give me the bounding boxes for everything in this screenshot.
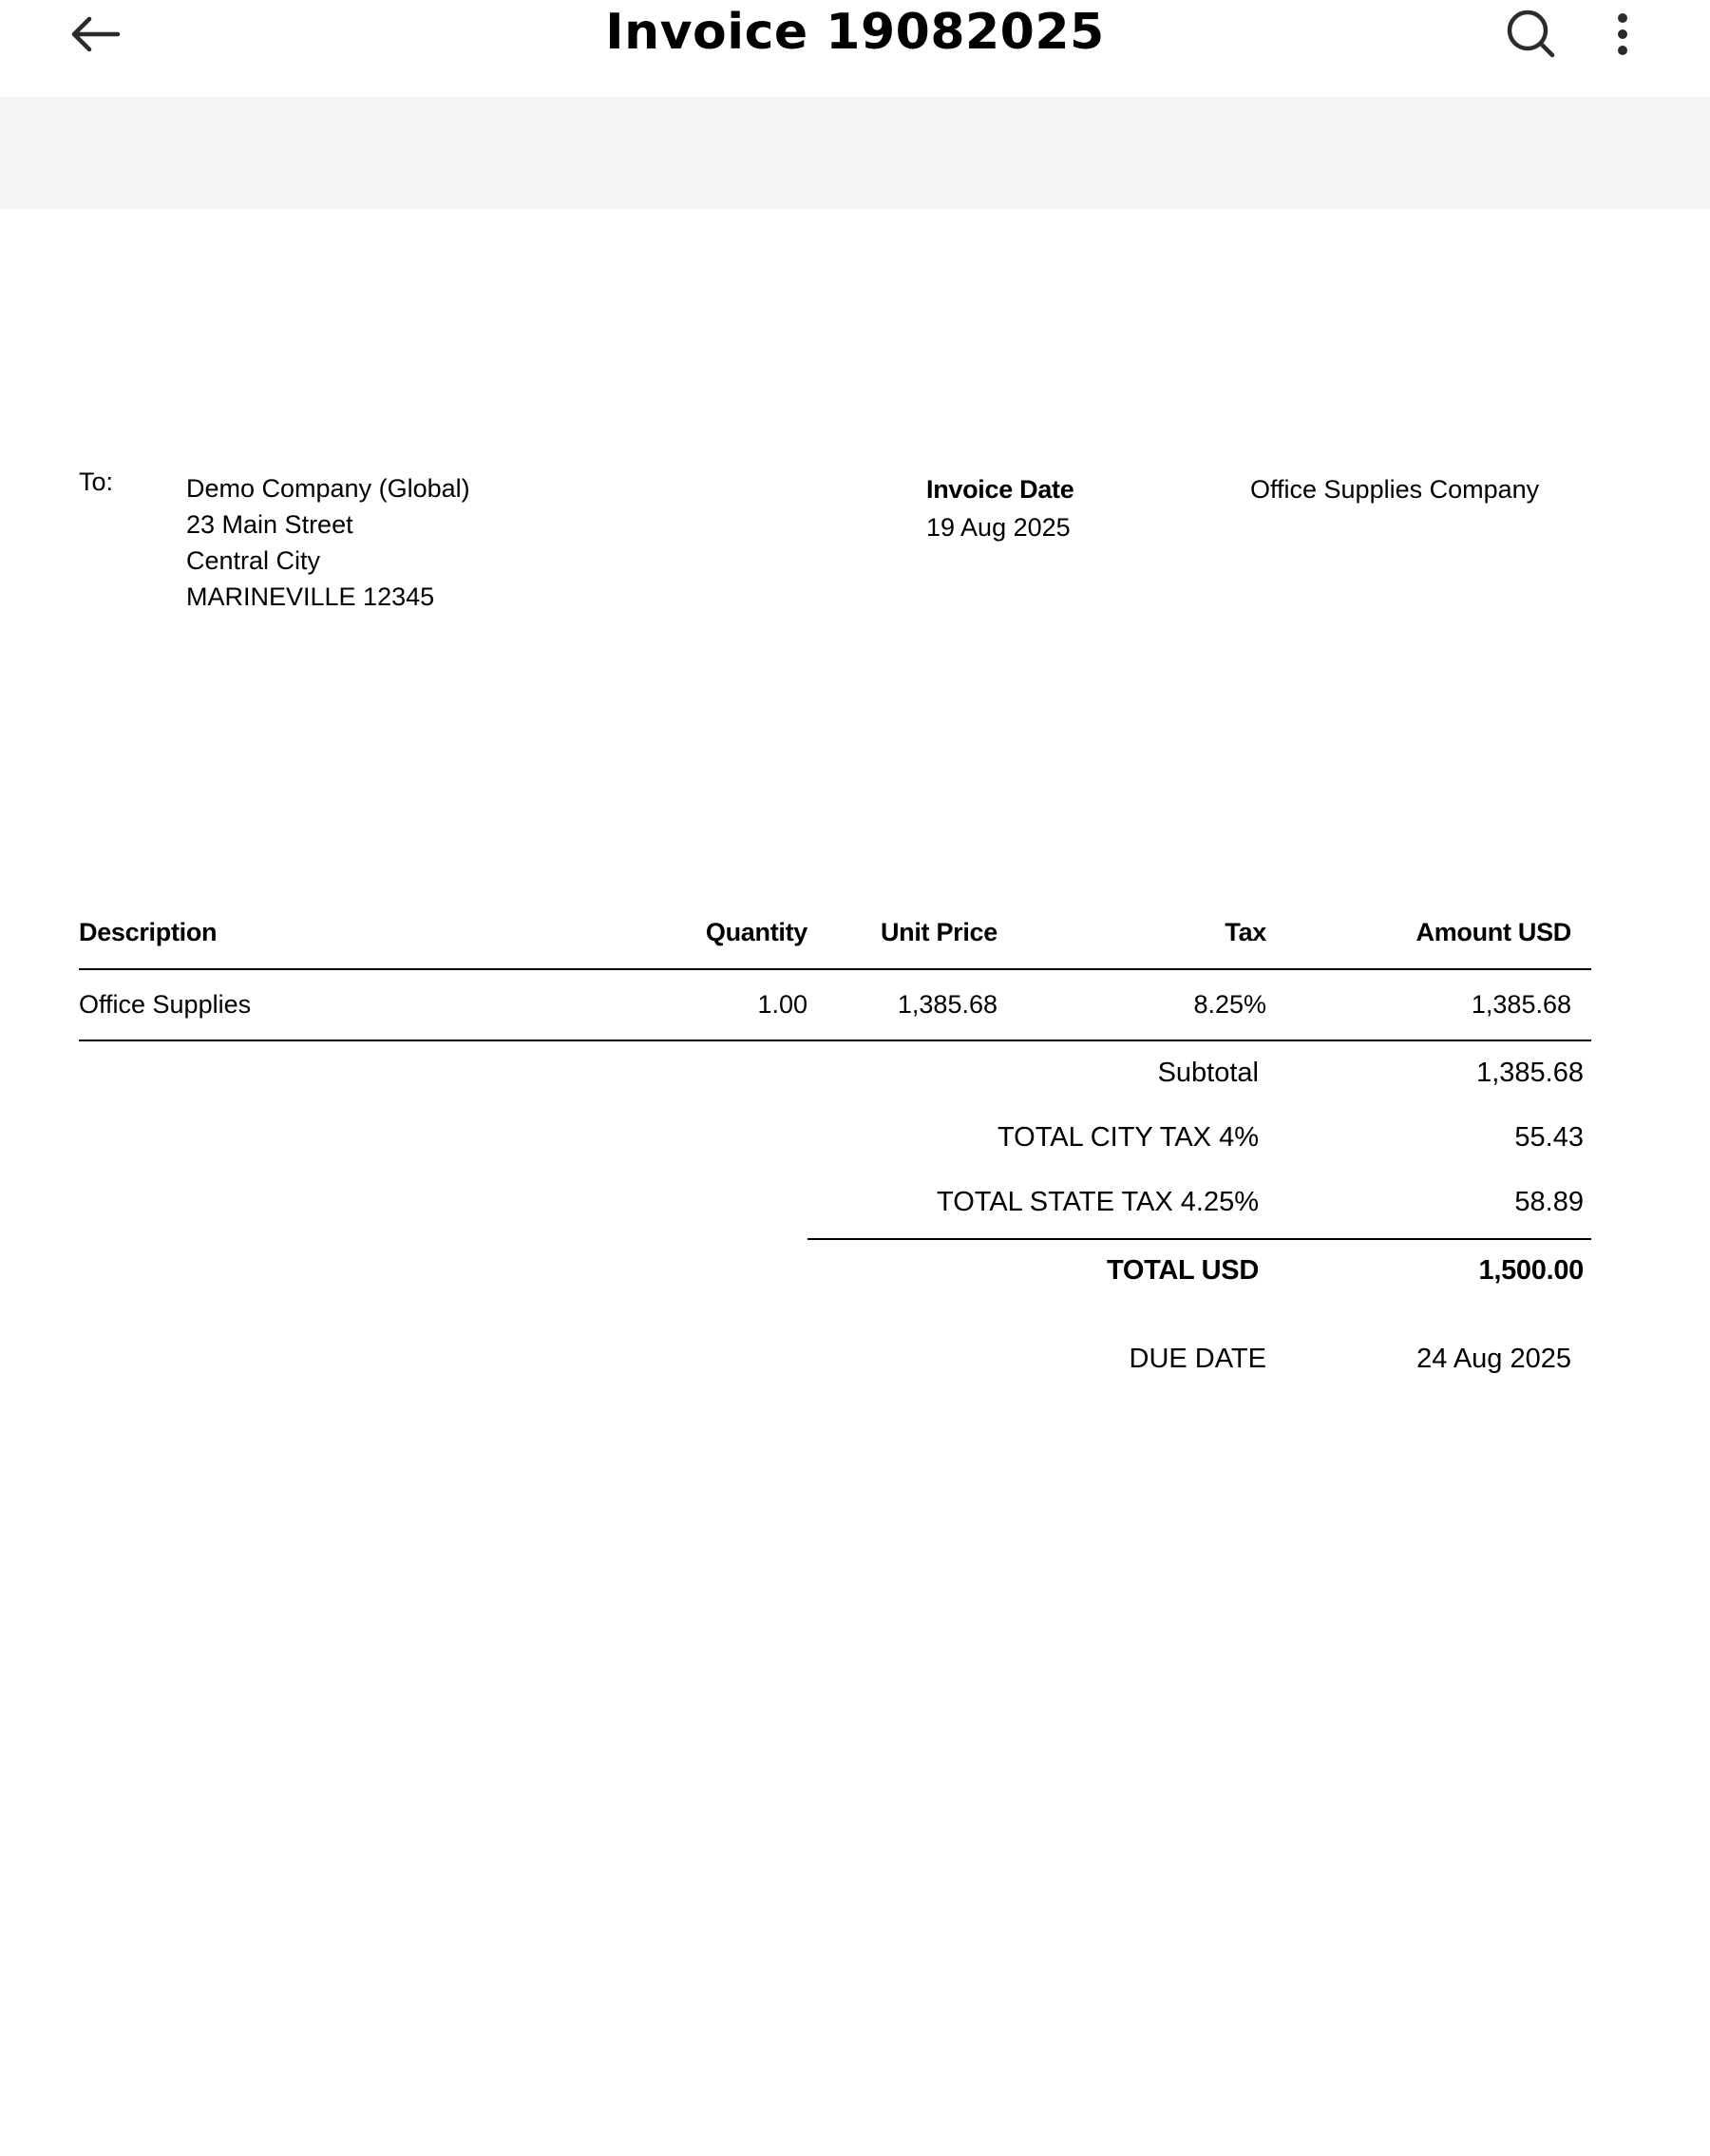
state-tax-value: 58.89 [1514, 1187, 1584, 1217]
subtotal-value: 1,385.68 [1476, 1058, 1584, 1088]
header-quantity: Quantity [705, 918, 808, 946]
more-options-button[interactable] [1596, 4, 1649, 65]
grand-total-label: TOTAL USD [1106, 1255, 1259, 1286]
row-amount: 1,385.68 [1471, 990, 1571, 1019]
from-company: Office Supplies Company [1250, 475, 1540, 504]
row-divider [79, 1040, 1591, 1041]
row-tax: 8.25% [1193, 990, 1266, 1019]
city-tax-row [0, 1122, 1710, 1160]
invoice-date-value: 19 Aug 2025 [926, 513, 1071, 542]
table-header-row [0, 918, 1710, 956]
state-tax-row [0, 1187, 1710, 1225]
grand-total-row [0, 1255, 1710, 1293]
due-date-value: 24 Aug 2025 [1416, 1344, 1571, 1374]
subtotal-label: Subtotal [1157, 1058, 1259, 1088]
table-row [0, 990, 1710, 1028]
back-button[interactable] [65, 6, 125, 63]
row-unit-price: 1,385.68 [897, 990, 998, 1019]
bill-to-address [186, 470, 470, 615]
header-divider [79, 968, 1591, 970]
header-description: Description [79, 918, 218, 946]
city-tax-value: 55.43 [1514, 1122, 1584, 1153]
page-title: Invoice 19082025 [605, 4, 1105, 61]
bill-to-street: 23 Main Street [186, 510, 353, 539]
header-tax: Tax [1225, 918, 1266, 946]
grand-total-value: 1,500.00 [1478, 1255, 1584, 1286]
search-icon [1505, 8, 1558, 61]
invoice-date-label: Invoice Date [926, 475, 1074, 504]
header-unit-price: Unit Price [880, 918, 998, 946]
due-date-label: DUE DATE [1129, 1344, 1266, 1374]
bill-to-city: Central City [186, 546, 321, 575]
totals-divider [808, 1238, 1591, 1240]
due-date-row [0, 1344, 1710, 1382]
arrow-left-icon [68, 15, 122, 53]
invoice-document [0, 209, 1710, 2156]
to-label: To: [79, 467, 114, 496]
bill-to-region: MARINEVILLE 12345 [186, 582, 435, 611]
app-bar [0, 0, 1710, 97]
subtotal-row [0, 1058, 1710, 1096]
city-tax-label: TOTAL CITY TAX 4% [997, 1122, 1259, 1153]
row-quantity: 1.00 [757, 990, 808, 1019]
state-tax-label: TOTAL STATE TAX 4.25% [937, 1187, 1259, 1217]
toolbar-band [0, 97, 1710, 209]
header-amount: Amount USD [1416, 918, 1571, 946]
bill-to-name: Demo Company (Global) [186, 474, 470, 503]
more-vertical-icon [1615, 11, 1630, 57]
row-description: Office Supplies [79, 990, 252, 1019]
search-button[interactable] [1501, 4, 1562, 65]
